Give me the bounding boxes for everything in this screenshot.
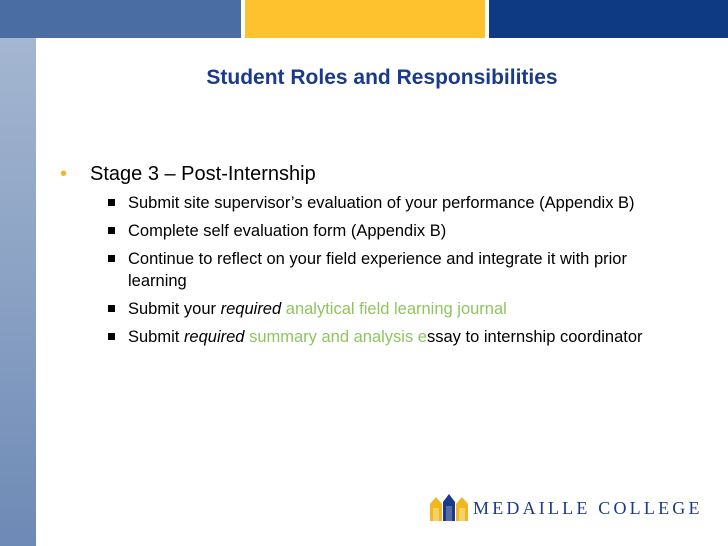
stage-label: Stage 3 – Post-Internship — [90, 163, 316, 185]
bullet-dot-icon: • — [60, 163, 68, 185]
square-bullet-icon — [108, 255, 115, 262]
slide-content — [60, 160, 680, 354]
item-text: Submit site supervisor’s evaluation of your performance (Appendix B) — [128, 194, 635, 212]
list-item — [60, 326, 680, 348]
item-text-italic: required — [183, 328, 245, 346]
logo-houses-icon — [429, 492, 469, 522]
left-gradient-strip — [0, 38, 36, 546]
top-color-band — [0, 0, 728, 38]
item-text-highlight: summary and analysis e — [249, 328, 427, 346]
item-text-pre: Submit your — [128, 300, 221, 318]
square-bullet-icon — [108, 227, 115, 234]
responsibility-list — [60, 192, 680, 348]
square-bullet-icon — [108, 305, 115, 312]
band-navy — [489, 0, 728, 38]
list-item — [60, 192, 680, 214]
list-item — [60, 298, 680, 320]
item-text-italic: required — [220, 300, 282, 318]
band-gold — [245, 0, 485, 38]
item-text: Continue to reflect on your field experience and integrate it with prior learning — [128, 250, 627, 290]
item-text-highlight: analytical field learning journal — [285, 300, 507, 318]
item-text: Complete self evaluation form (Appendix B) — [128, 222, 447, 240]
square-bullet-icon — [108, 333, 115, 340]
item-text-post: ssay to internship coordinator — [427, 328, 643, 346]
medaille-college-logo — [429, 492, 703, 526]
list-item — [60, 248, 680, 292]
band-blue — [0, 0, 241, 38]
logo-wordmark: MEDAILLE COLLEGE — [473, 498, 703, 518]
slide-title: Student Roles and Responsibilities — [206, 66, 558, 89]
item-text-pre: Submit — [128, 328, 184, 346]
stage-heading — [60, 160, 680, 188]
list-item — [60, 220, 680, 242]
square-bullet-icon — [108, 199, 115, 206]
